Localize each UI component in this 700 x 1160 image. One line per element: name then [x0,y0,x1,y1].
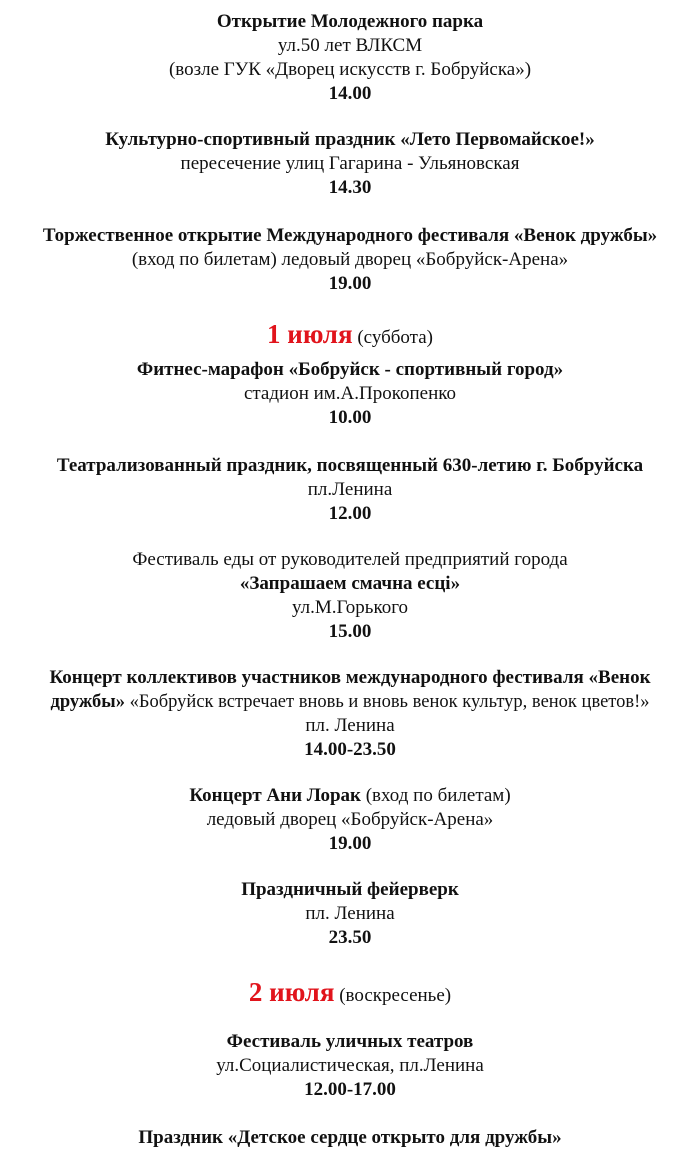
event-title: Праздничный фейерверк [241,879,459,900]
event-note: (возле ГУК «Дворец искусств г. Бобруйска») [168,59,532,80]
event-title: Концерт Ани Лорак [189,785,361,806]
event-location: ул.М.Горького [291,597,409,618]
event-title: Фестиваль уличных театров [226,1031,474,1052]
event-location: ул.50 лет ВЛКСМ [277,35,423,56]
event-title-suffix: (вход по билетам) [360,785,511,806]
event-location: пл. Ленина [305,903,395,924]
event-location: пл. Ленина [305,715,395,736]
weekday-label: (суббота) [357,327,433,348]
event-title-bold: дружбы» [50,692,125,712]
event-title: Фитнес-марафон «Бобруйск - спортивный город» [136,359,564,380]
date-label: 2 июля [248,977,335,1007]
event-location: ледовый дворец «Бобруйск-Арена» [206,809,494,830]
event-time: 19.00 [328,833,372,854]
event-location: пл.Ленина [307,479,393,500]
event-title: «Запрашаем смачна есці» [239,573,461,594]
event-time: 23.50 [328,927,372,948]
event-location: (вход по билетам) ледовый дворец «Бобруйск-Арена» [131,249,569,270]
event-intro: Фестиваль еды от руководителей предприятий города [132,549,568,570]
weekday-label: (воскресенье) [339,985,452,1006]
event-time: 15.00 [328,621,372,642]
event-time: 12.00 [328,503,372,524]
event-title-row [0,784,700,808]
event-title: Концерт коллективов участников международного фестиваля «Венок [49,667,651,688]
event-title: Театрализованный праздник, посвященный 630-летию г. Бобруйска [56,455,644,476]
event-location: стадион им.А.Прокопенко [243,383,457,404]
event-title-continued [0,690,700,714]
event-time: 14.30 [328,177,372,198]
event-time: 14.00-23.50 [304,739,396,760]
event-time: 14.00 [328,83,372,104]
event-time: 12.00-17.00 [304,1079,396,1100]
date-heading [0,318,700,354]
event-title: Открытие Молодежного парка [216,11,484,32]
event-title: Культурно-спортивный праздник «Лето Первомайское!» [105,129,595,150]
event-location: пересечение улиц Гагарина - Ульяновская [180,153,520,174]
event-title: Праздник «Детское сердце открыто для дружбы» [138,1127,562,1148]
date-heading [0,976,700,1012]
date-label: 1 июля [267,319,353,349]
event-time: 10.00 [328,407,372,428]
event-location: ул.Социалистическая, пл.Ленина [216,1055,484,1076]
event-title: Торжественное открытие Международного фестиваля «Венок дружбы» [42,225,658,246]
event-time: 19.00 [328,273,372,294]
event-subtitle: «Бобруйск встречает вновь и вновь венок культур, венок цветов!» [125,692,650,712]
